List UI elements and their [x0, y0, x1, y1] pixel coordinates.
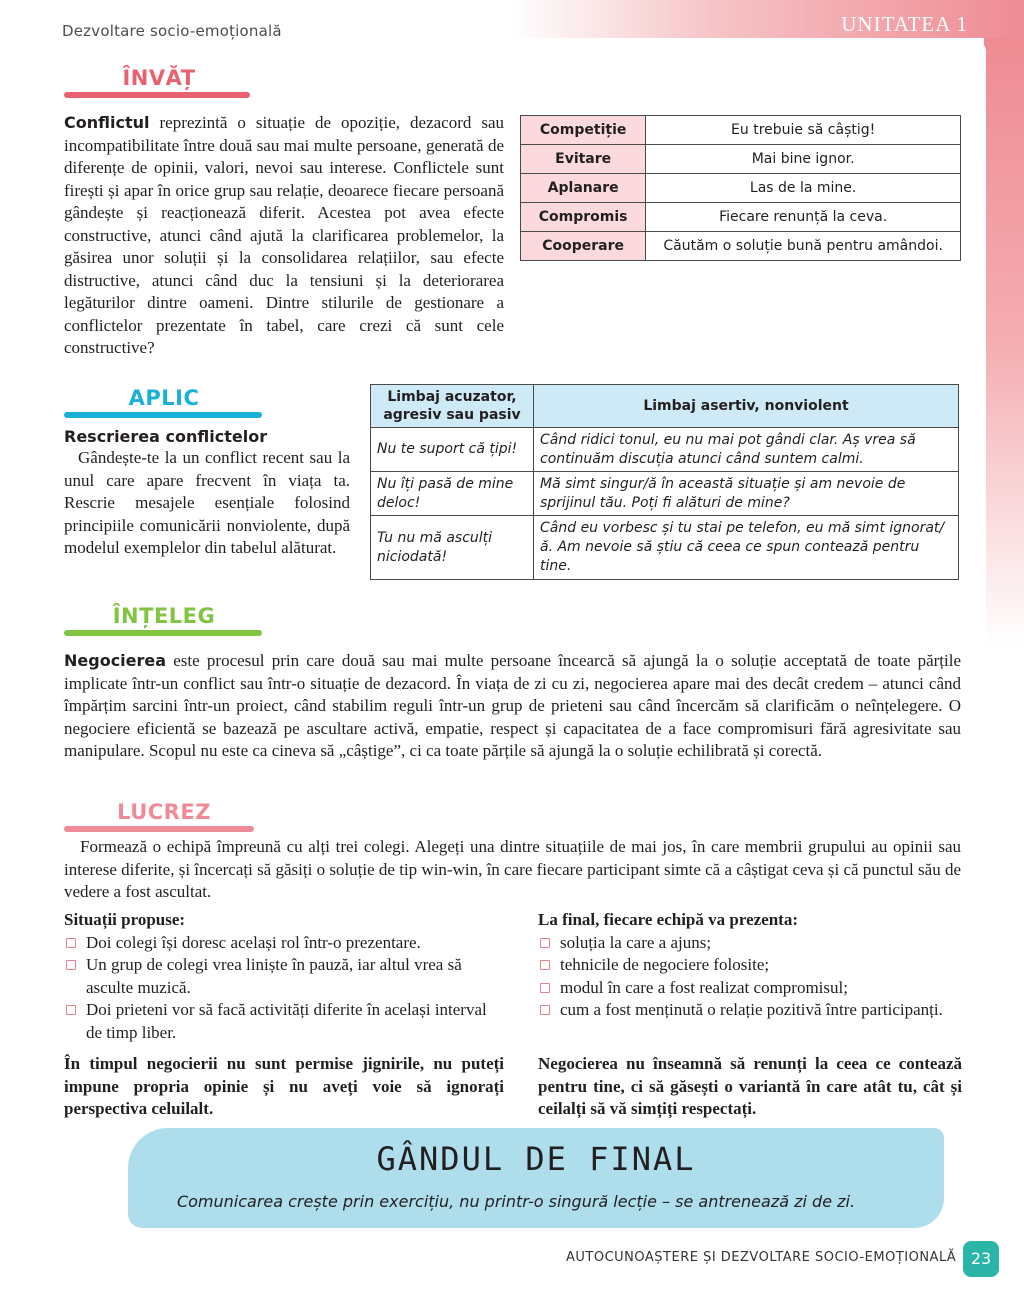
list-item: modul în care a fost realizat compromisul; [538, 977, 962, 1000]
section-aplic-underline [64, 412, 262, 418]
assertive-cell: Când eu vorbesc și tu stai pe telefon, eu mă simt ignorat/ă. Am nevoie să știu că ceea ce spun contează pentru tine. [534, 516, 959, 580]
header-subject: Dezvoltare socio-emoțională [62, 22, 282, 40]
checkbox-icon [540, 1005, 550, 1015]
final-thought-text: Comunicarea crește prin exercițiu, nu printr-o singură lecție – se antrenează zi de zi. [176, 1192, 856, 1211]
style-desc: Las de la mine. [646, 174, 961, 203]
invat-text: reprezintă o situație de opoziție, dezacord sau incompatibilitate între două sau mai multe persoane, generată de diferențe de opinii, valori, nevoi sau interese. Conflictele sunt firești și apar în orice grup sau relație, deoarece fiecare persoană gândește și reacționează diferit. Acestea pot avea efecte constructive, atunci când ajută la clarificarea problemelor, la găsirea unor soluții și la consolidarea relațiilor, sau efecte distructive, atunci când duc la tensiuni și la deteriorarea legăturilor dintre oameni. Dintre stilurile de gestionare a conflictelor prezentate în tabel, care crezi că sunt cele constructive? [64, 113, 505, 357]
style-name: Compromis [521, 203, 646, 232]
style-name: Cooperare [521, 232, 646, 261]
aggressive-cell: Nu te suport că țipi! [371, 428, 534, 472]
section-inteleg-underline [64, 630, 262, 636]
communication-table [370, 384, 959, 580]
checkbox-icon [66, 960, 76, 970]
list-item: Un grup de colegi vrea liniște în pauză, iar altul vrea să asculte muzică. [64, 954, 504, 999]
style-name: Competiție [521, 116, 646, 145]
table-row [521, 203, 961, 232]
invat-paragraph [64, 112, 504, 360]
table-row [521, 232, 961, 261]
inteleg-text: este procesul prin care două sau mai multe persoane încearcă să ajungă la o soluție acceptată de toate părțile implicate într-un conflict sau într-o situație de dezacord. În viața de zi cu zi, negocierea apare mai des decât credem – atunci când împărțim sarcini într-un proiect, când stabilim reguli într-un grup de prieteni sau când încercăm să clarificăm o neînțelegere. O negociere eficientă se bazează pe ascultare activă, empatie, respect și capacitatea de a face compromisuri fără agresivitate sau manipulare. Scopul nu este ca cineva să „câștige”, ci ca toate părțile să ajungă la o soluție echilibrată și corectă. [64, 651, 962, 760]
style-name: Aplanare [521, 174, 646, 203]
checkbox-icon [540, 983, 550, 993]
aplic-paragraph: Gândește-te la un conflict recent sau la unul care apare frecvent în viața ta. Rescrie mesajele esențiale folosind principiile comunicării nonviolente, după modelul exemplelor din tabelul alăturat. [64, 448, 350, 557]
aplic-subtitle: Rescrierea conflictelor [64, 427, 268, 446]
list-item: Doi prieteni vor să facă activități diferite în același interval de timp liber. [64, 999, 504, 1044]
col-header-aggressive: Limbaj acuzator, agresiv sau pasiv [371, 385, 534, 428]
table-row [521, 145, 961, 174]
section-lucrez [64, 800, 264, 834]
invat-term: Conflictul [64, 113, 150, 132]
checkbox-icon [66, 1005, 76, 1015]
aggressive-cell: Nu îți pasă de mine deloc! [371, 472, 534, 516]
section-aplic-title: APLIC [128, 386, 200, 410]
inteleg-term: Negocierea [64, 651, 167, 670]
section-invat-underline [64, 92, 250, 98]
section-lucrez-title: LUCREZ [117, 800, 211, 824]
final-thought-title: GÂNDUL DE FINAL [376, 1140, 696, 1178]
table-row [371, 472, 959, 516]
header-unit: UNITATEA 1 [841, 12, 968, 36]
style-name: Evitare [521, 145, 646, 174]
style-desc: Căutăm o soluție bună pentru amândoi. [646, 232, 961, 261]
final-presentation-list [538, 909, 962, 1022]
page-number: 23 [963, 1241, 999, 1277]
footer-text: AUTOCUNOAȘTERE ȘI DEZVOLTARE SOCIO-EMOȚIONALĂ [566, 1250, 957, 1265]
checkbox-icon [540, 938, 550, 948]
assertive-cell: Mă simt singur/ă în această situație și am nevoie de sprijinul tău. Poți fi alături de mine? [534, 472, 959, 516]
table-header-row [371, 385, 959, 428]
rules-note: În timpul negocierii nu sunt permise jignirile, nu puteți impune propria opinie și nu aveți voie să ignorați perspectiva celuilalt. [64, 1054, 504, 1118]
list-item: cum a fost menținută o relație pozitivă între participanți. [538, 999, 962, 1022]
aggressive-cell: Tu nu mă asculți niciodată! [371, 516, 534, 580]
checkbox-icon [66, 938, 76, 948]
list-item: tehnicile de negociere folosite; [538, 954, 962, 977]
col-header-assertive: Limbaj asertiv, nonviolent [534, 385, 959, 428]
lucrez-paragraph: Formează o echipă împreună cu alți trei colegi. Alegeți una dintre situațiile de mai jos, în care membrii grupului au opinii sau interese diferite, și încercați să găsiți o soluție de tip win-win, în care fiecare participant simte că a câștigat ceva și că punctul său de vedere a fost ascultat. [64, 837, 961, 901]
assertive-cell: Când ridici tonul, eu nu mai pot gândi clar. Aș vrea să continuăm discuția atunci când suntem calmi. [534, 428, 959, 472]
situations-list [64, 909, 504, 1044]
style-desc: Fiecare renunță la ceva. [646, 203, 961, 232]
checkbox-icon [540, 960, 550, 970]
table-row [521, 174, 961, 203]
final-list-title: La final, fiecare echipă va prezenta: [538, 910, 798, 929]
table-row [371, 428, 959, 472]
section-lucrez-underline [64, 826, 254, 832]
style-desc: Mai bine ignor. [646, 145, 961, 174]
section-inteleg [64, 604, 264, 638]
negotiation-note: Negocierea nu înseamnă să renunți la ceea ce contează pentru tine, ci să găsești o variantă în care atât tu, cât și ceilalți să vă simțiți respectați. [538, 1054, 962, 1118]
situations-title: Situații propuse: [64, 910, 186, 929]
side-strip [984, 38, 1024, 648]
section-invat-title: ÎNVĂȚ [122, 66, 196, 90]
section-invat [64, 66, 264, 98]
style-desc: Eu trebuie să câștig! [646, 116, 961, 145]
table-row [371, 516, 959, 580]
section-aplic [64, 386, 264, 420]
inteleg-paragraph [64, 650, 961, 763]
list-item: soluția la care a ajuns; [538, 932, 962, 955]
list-item: Doi colegi își doresc același rol într-o prezentare. [64, 932, 504, 955]
conflict-styles-table [520, 115, 961, 261]
section-inteleg-title: ÎNȚELEG [112, 604, 216, 628]
table-row [521, 116, 961, 145]
